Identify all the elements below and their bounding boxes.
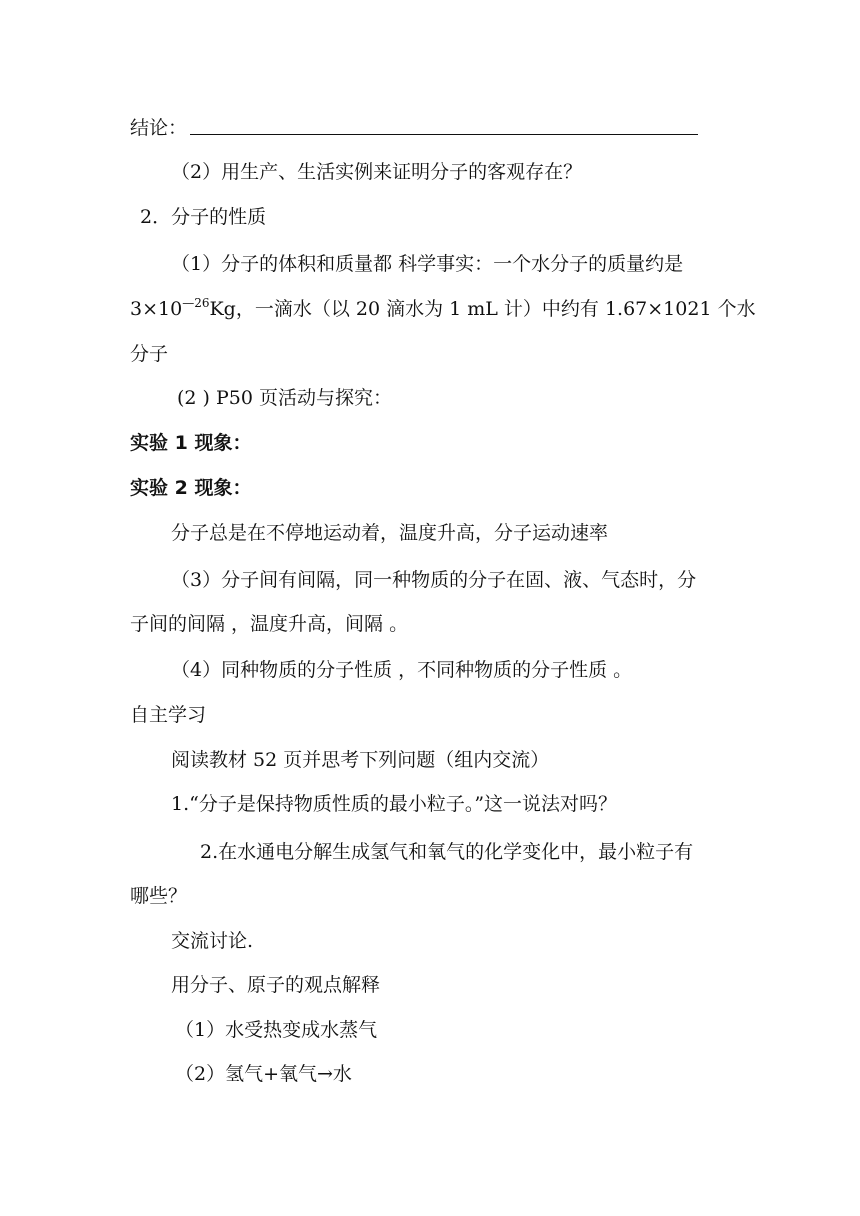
question-2-line2: 哪些？ [130, 885, 188, 907]
answer-blank-line [190, 134, 698, 135]
mass-text: Kg，一滴水（以 20 滴水为 1 mL 计）中约有 1.67×1021 个水 [209, 298, 756, 320]
property-3-line2: 子间的间隔 ，温度升高，间隔 。 [130, 613, 409, 635]
property-1-line3: 分子 [130, 343, 169, 365]
reading-task: 阅读教材 52 页并思考下列问题（组内交流） [171, 749, 550, 771]
explain-item-1: （1）水受热变成水蒸气 [175, 1019, 378, 1041]
molecular-motion-text: 分子总是在不停地运动着，温度升高，分子运动速率 [171, 522, 609, 544]
conclusion-label: 结论： [130, 117, 188, 139]
property-3-line1: （3）分子间有间隔，同一种物质的分子在固、液、气态时，分 [171, 569, 697, 591]
question-2-line1: 2.在水通电分解生成氢气和氧气的化学变化中，最小粒子有 [200, 841, 694, 863]
section-heading-properties: 2．分子的性质 [140, 206, 267, 228]
mass-base: 3×10 [130, 298, 183, 320]
property-1-line2 [130, 296, 756, 322]
experiment-1-label: 实验 1 现象： [130, 432, 252, 454]
mass-exponent: —26 [182, 296, 210, 310]
explain-prompt: 用分子、原子的观点解释 [171, 974, 381, 996]
property-1-line1: （1）分子的体积和质量都 科学事实：一个水分子的质量约是 [171, 253, 684, 275]
discussion-heading: 交流讨论. [171, 930, 254, 952]
question-1: 1.“分子是保持物质性质的最小粒子。”这一说法对吗？ [171, 793, 618, 815]
question-evidence: （2）用生产、生活实例来证明分子的客观存在？ [171, 161, 583, 183]
experiment-2-label: 实验 2 现象： [130, 477, 252, 499]
self-study-heading: 自主学习 [130, 704, 207, 726]
explain-item-2: （2）氢气+氧气→水 [175, 1063, 352, 1085]
property-2-activity: (2 ) P50 页活动与探究： [177, 387, 392, 409]
property-4: （4）同种物质的分子性质 ，不同种物质的分子性质 。 [171, 659, 633, 681]
